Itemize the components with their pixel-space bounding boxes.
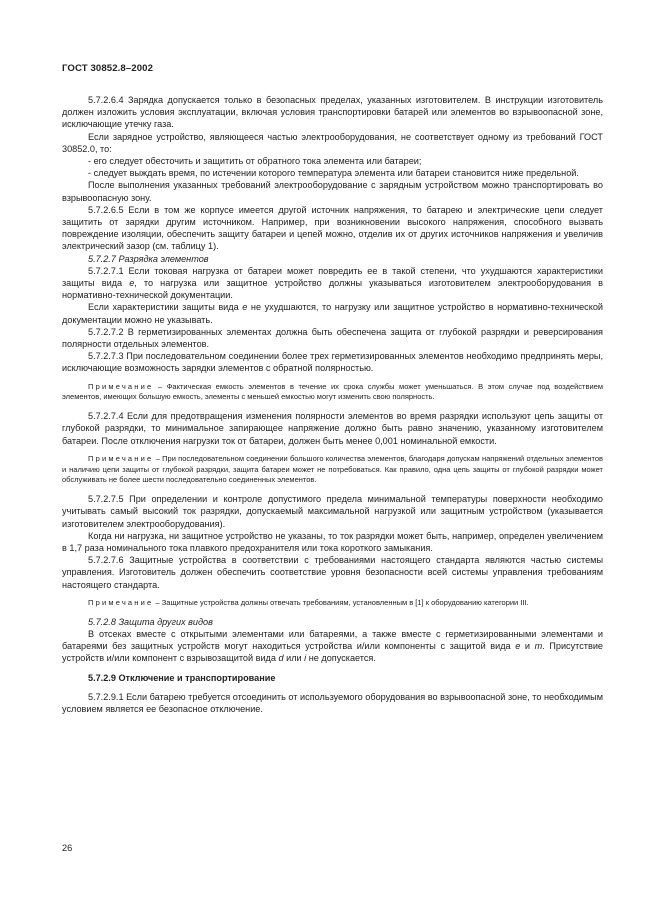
- paragraph: 5.7.2.7.5 При определении и контроле допустимого предела минимальной температуры поверхности необходимо учитывать самый высокий ток разрядки, допускаемый максимальной нагрузкой или защитным устройством (указывается изготовителем электрооборудования).: [62, 494, 603, 529]
- document-header: ГОСТ 30852.8–2002: [62, 63, 154, 74]
- paragraph: 5.7.2.7.1 Если токовая нагрузка от батареи может повредить ее в такой степени, что ухудшаются характеристики защиты вида е, то нагрузка или защитное устройство должны указываться изготовителем электрооборудования в нормативно-технической документации.: [62, 265, 603, 301]
- paragraph: 5.7.2.9.1 Если батарею требуется отсоединить от используемого оборудования во взрывоопасной зоне, то необходимым условием является ее безопасное отключение.: [62, 691, 603, 714]
- paragraph: Если характеристики защиты вида е не ухудшаются, то нагрузку или защитное устройство в нормативно-технической документации можно не указывать.: [62, 302, 603, 325]
- subsection-title: 5.7.2.7 Разрядка элементов: [88, 253, 209, 264]
- paragraph: 5.7.2.6.4 Зарядка допускается только в безопасных пределах, указанных изготовителем. В инструкции изготовитель должен изложить условия эксплуатации, включая условия транспортировки батарей или элементов во взрывоопасной зоне, исключающие утечку газа.: [62, 95, 603, 130]
- document-body: [62, 94, 603, 715]
- note-label: Примечание: [88, 597, 154, 607]
- note: Примечание – Защитные устройства должны отвечать требованиям, установленным в [1] к оборудованию категории III.: [88, 597, 529, 607]
- paragraph: После выполнения указанных требований электрооборудование с зарядным устройством можно транспортировать во взрывоопасную зону.: [62, 180, 603, 203]
- section-heading: 5.7.2.9 Отключение и транспортирование: [88, 672, 276, 683]
- note: Примечание – Фактическая емкость элементов в течение их срока службы может уменьшаться. В этом случае под воздействием элементов, имеющих большую емкость, элементы с меньшей емкостью могут изменить свою полярность.: [62, 381, 603, 402]
- paragraph: Когда ни нагрузка, ни защитное устройство не указаны, то ток разрядки может быть, например, определен увеличением в 1,7 раза номинального тока плавкого предохранителя или тока короткого замыкания.: [62, 530, 603, 554]
- note: Примечание – При последовательном соединении большого количества элементов, благодаря допускам напряжений отдельных элементов и наличию цепи защиты от глубокой разрядки, защита батареи может не потребоваться. Как правило, одна цепь защиты от глубокой разрядки может обслуживать не более шести последовательно соединенных элементов.: [62, 453, 603, 485]
- paragraph: 5.7.2.7.6 Защитные устройства в соответствии с требованиями настоящего стандарта являются частью системы управления. Изготовитель должен обеспечить соответствие уровня безопасности всей системы управления требованиям настоящего стандарта.: [62, 555, 603, 590]
- paragraph: Если зарядное устройство, являющееся частью электрооборудования, не соответствует одному из требований ГОСТ 30852.0, то:: [62, 131, 603, 154]
- note-label: Примечание: [88, 453, 154, 463]
- note-label: Примечание: [88, 381, 154, 391]
- paragraph: 5.7.2.6.5 Если в том же корпусе имеется другой источник напряжения, то батарею и электрические цепи следует защитить от зарядки другим источником. Например, при возникновении высокого напряжения, способного вызвать повреждение изоляции, обеспечить защиту батареи и цепей можно, отделив их от других источников напряжения и увеличив электрический зазор (см. таблицу 1).: [62, 204, 603, 252]
- paragraph: 5.7.2.7.3 При последовательном соединении более трех герметизированных элементов необходимо предпринять меры, исключающие возможность зарядки элементов с обратной полярностью.: [62, 351, 603, 374]
- list-item: - его следует обесточить и защитить от обратного тока элемента или батареи;: [88, 156, 422, 167]
- paragraph: В отсеках вместе с открытыми элементами или батареями, а также вместе с герметизированными элементами и батареями без защитных устройств могут находиться устройства и/или компоненты с защитой вида е и m. Присутствие устройств и/или компонент с взрывозащитой вида d или i не допускается.: [62, 628, 604, 664]
- list-item: - следует выждать время, по истечении которого температура элемента или батареи становится ниже предельной.: [88, 168, 579, 179]
- paragraph: 5.7.2.7.2 В герметизированных элементах должна быть обеспечена защита от глубокой разрядки и реверсирования полярности отдельных элементов.: [62, 326, 603, 350]
- subsection-title: 5.7.2.8 Защита других видов: [88, 616, 213, 627]
- paragraph: 5.7.2.7.4 Если для предотвращения изменения полярности элементов во время разрядки используют цепь защиты от глубокой разрядки, то минимальное запирающее напряжение должно быть равно значению, указанному изготовителем батареи. После отключения нагрузки ток от батареи, должен быть менее 0,001 номинальной емкости.: [62, 411, 603, 446]
- page-number: 26: [62, 843, 73, 853]
